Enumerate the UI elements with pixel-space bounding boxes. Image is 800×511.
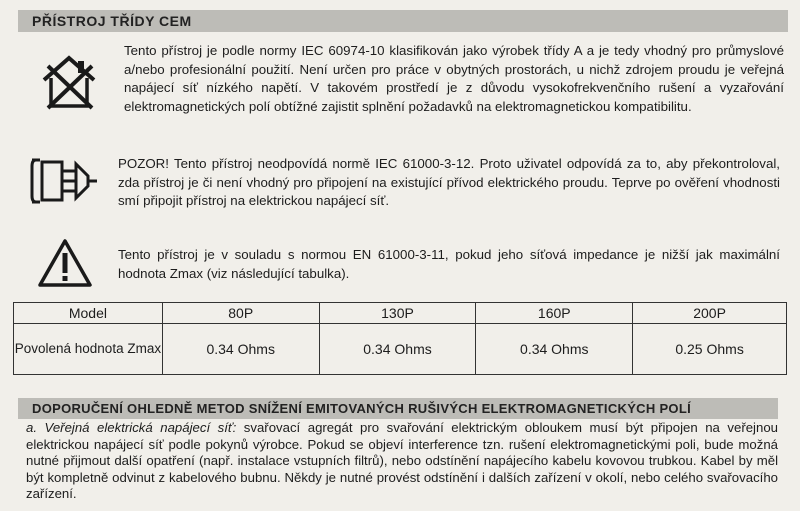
paragraph-impedance: Tento přístroj je v souladu s normou EN 61000-3-11, pokud jeho síťová impedance je nižší jak maximální hodnota Zmax (viz následující tabulka). xyxy=(118,247,780,281)
table-cell: 0.25 Ohms xyxy=(633,324,787,375)
table-row-label: Povolená hodnota Zmax xyxy=(14,324,163,375)
paragraph-warning-iec61000-3-12: POZOR! Tento přístroj neodpovídá normě IEC 61000-3-12. Proto uživatel odpovídá za to, aby překontroloval, zda přístroj je či není vhodný pro připojení na existující přívod elektrického proudu. Teprve po ověření vhodnosti smí připojit přístroj na elektrickou napájecí síť. xyxy=(118,156,780,209)
table-header-model: Model xyxy=(14,303,163,324)
paragraph-body: svařovací agregát pro svařování elektrickým obloukem musí být připojen na veřejnou elektrickou napájecí síť podle pokynů výrobce. Pokud se objeví interference tzn. rušení elektromagnetickými poli, bude možná nutné přijmout další opatření (např. instalace vstupních filtrů), nebo odstínění napájecího kabelu kovovou trubkou. Kabel by měl být kompletně odvinut z kabelového bubnu. Někdy je nutné provést odstínění i dalších zařízení v okolí, nebo celého svařovacího zařízení. xyxy=(26,420,778,502)
table-cell: 0.34 Ohms xyxy=(319,324,476,375)
paragraph-class-a: Tento přístroj je podle normy IEC 60974-10 klasifikován jako výrobek třídy A a je tedy vhodný pro průmyslové a/nebo profesionální použití. Není určen pro práce v obytných prostorách, u nichž zdrojem proudu je veřejná napájecí síť nízkého napětí. V takovém prostředí je z důvodu vysokofrekvenčního rušení a vyzařování elektromagnetických polí obtížné zajistit splnění požadavků na elektromagnetickou kompatibilitu. xyxy=(124,43,784,114)
paragraph-lead: a. Veřejná elektrická napájecí síť: xyxy=(26,420,237,435)
warning-triangle-icon xyxy=(38,238,92,288)
section-header-recommendations: DOPORUČENÍ OHLEDNĚ METOD SNÍŽENÍ EMITOVANÝCH RUŠIVÝCH ELEKTROMAGNETICKÝCH POLÍ xyxy=(18,398,778,419)
table-cell: 0.34 Ohms xyxy=(162,324,319,375)
paragraph-public-supply xyxy=(26,420,778,503)
table-cell: 0.34 Ohms xyxy=(476,324,633,375)
table-header-cell: 160P xyxy=(476,303,633,324)
zmax-table xyxy=(13,302,787,375)
table-header-cell: 130P xyxy=(319,303,476,324)
table-header-cell: 80P xyxy=(162,303,319,324)
plug-icon xyxy=(30,156,98,206)
table-row xyxy=(14,324,787,375)
no-residential-house-icon xyxy=(40,54,98,110)
table-header-cell: 200P xyxy=(633,303,787,324)
section-header-emc-class: PŘÍSTROJ TŘÍDY CEM xyxy=(18,10,788,32)
table-header-row xyxy=(14,303,787,324)
